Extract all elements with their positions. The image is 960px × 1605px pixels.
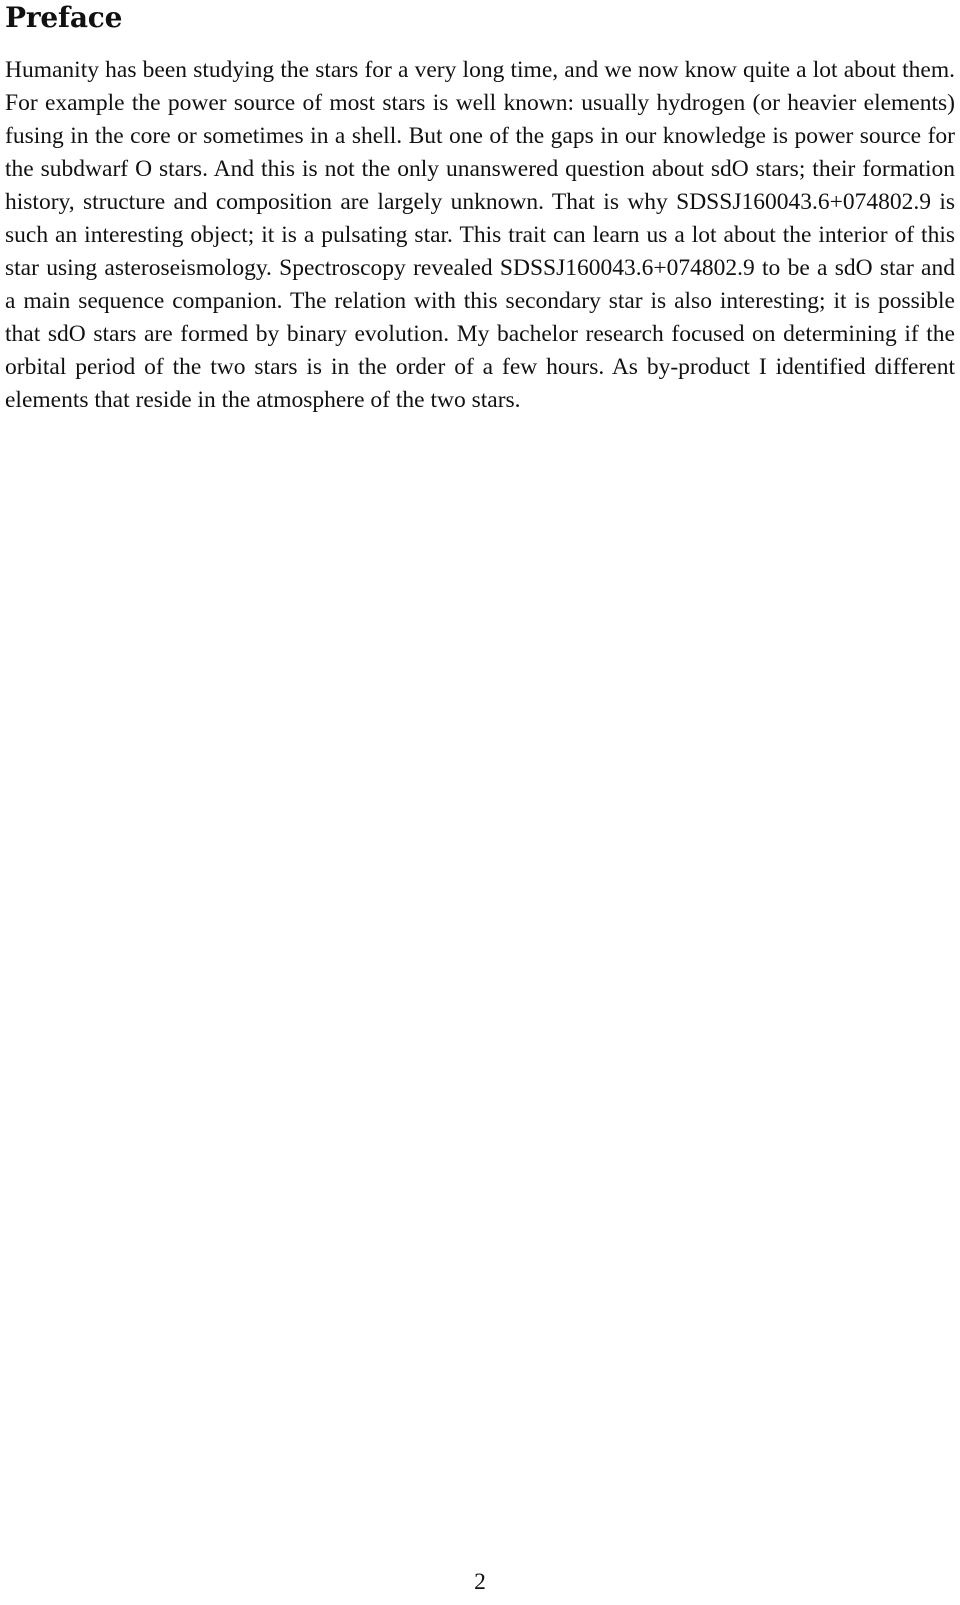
section-heading: Preface (5, 1, 123, 34)
page-number: 2 (474, 1569, 486, 1595)
preface-paragraph: Humanity has been studying the stars for a very long time, and we now know quite a lot about them. For example the power source of most stars is well known: usually hydrogen (or heavier elements) fusing in the core or sometimes in a shell. But one of the gaps in our knowledge is power source for the subdwarf O stars. And this is not the only unanswered question about sdO stars; their formation history, structure and composition are largely unknown. That is why SDSSJ160043.6+074802.9 is such an interesting object; it is a pulsating star. This trait can learn us a lot about the interior of this star using asteroseismology. Spectroscopy revealed SDSSJ160043.6+074802.9 to be a sdO star and a main sequence companion. The relation with this secondary star is also interesting; it is possible that sdO stars are formed by binary evolution. My bachelor research focused on determining if the orbital period of the two stars is in the order of a few hours. As by-product I identified different elements that reside in the atmosphere of the two stars. (5, 57, 955, 413)
